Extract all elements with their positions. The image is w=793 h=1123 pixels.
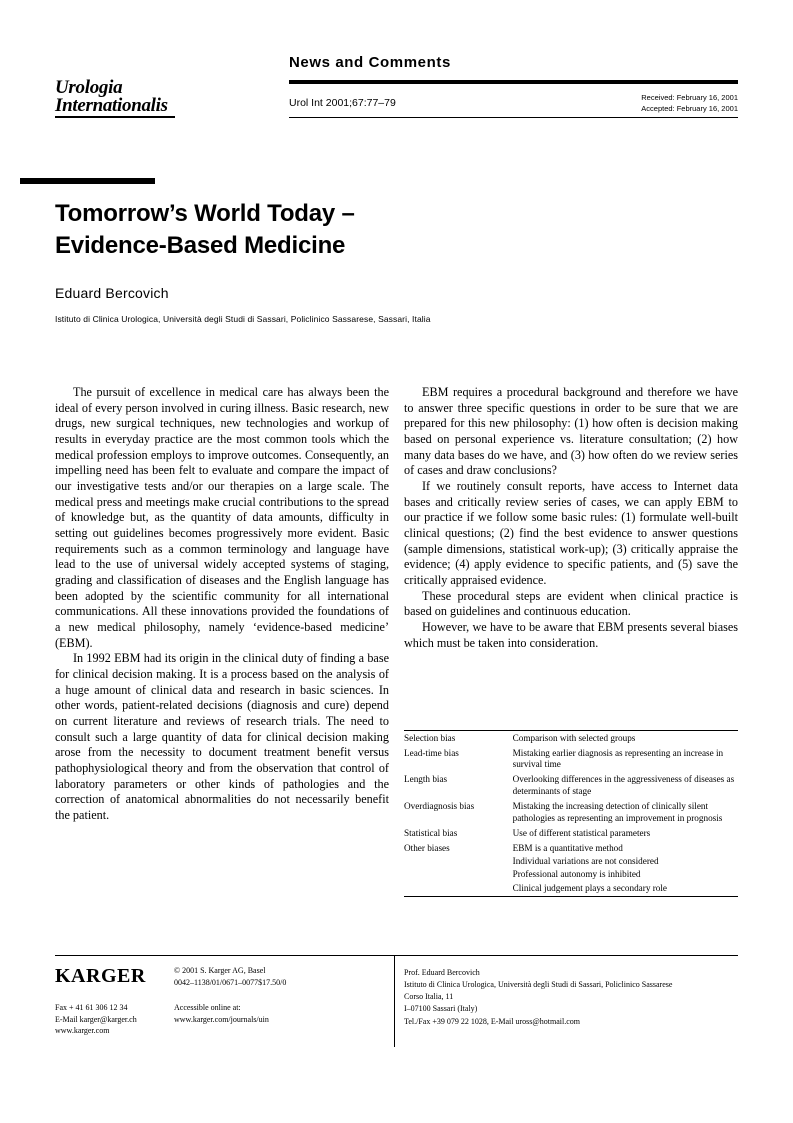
author-name: Eduard Bercovich [55, 285, 169, 301]
submission-dates [641, 92, 738, 115]
issn-line: 0042–1138/01/0671–0077$17.50/0 [174, 977, 287, 987]
bias-term: Other biases [404, 842, 450, 853]
bias-term: Overdiagnosis bias [404, 800, 475, 811]
online-access-block [174, 1002, 269, 1025]
table-row [404, 731, 738, 746]
bias-term: Lead-time bias [404, 747, 459, 758]
correspondence-city: I–07100 Sassari (Italy) [404, 1004, 478, 1014]
body-column-right [404, 385, 738, 651]
footer-divider [394, 955, 395, 1047]
table-row [404, 826, 738, 841]
correspondence-contact[interactable]: Tel./Fax +39 079 22 1028, E-Mail uross@hotmail.com [404, 1016, 580, 1026]
paragraph: However, we have to be aware that EBM presents several biases which must be taken into consideration. [404, 620, 738, 650]
journal-citation: Urol Int 2001;67:77–79 [289, 97, 396, 109]
table-rule-bottom [404, 896, 738, 897]
bias-term-empty [404, 883, 513, 896]
paragraph: If we routinely consult reports, have access to Internet data bases and critically review series of cases, we can apply EBM to our practice if we follow some basic rules: (1) formulate well-built clinical questions; (2) find the best evidence to answer questions (sample dimensions, statistical work-up); (3) critically appraise the evidence; (4) apply evidence to specific patients, and (5) save the critically appraised evidence. [404, 479, 738, 588]
bias-description: Professional autonomy is inhibited [512, 869, 641, 880]
masthead-underline [55, 116, 175, 118]
footer-rule [55, 955, 738, 956]
title-accent-rule [20, 178, 155, 184]
bias-description: Overlooking differences in the aggressiveness of diseases as determinants of stage [512, 774, 735, 797]
paragraph: The pursuit of excellence in medical care has always been the ideal of every person involved in curing illness. Basic research, new drugs, new surgical techniques, new technologies and workup of results in everyday practice are the most common tools which the medical profession employs to improve outcomes. Consequently, an impelling need has been felt to evaluate and compare the impact of our investigative tests and/or our therapies on a large scale. The medical press and meetings make crucial contributions to the spread of knowledge but, as the quantity of data amounts, difficulty in setting out guidelines becomes progressively more evident. Basic requirements such as a common terminology and language have lead to the use of universal widely accepted systems of staging, grading and classification of diseases and the English language has been adopted by the scientific community for all international communications. All these innovations provided the foundations of a new medical philosophy, namely ‘evidence-based medicine’ (EBM). [55, 385, 389, 650]
author-affiliation: Istituto di Clinica Urologica, Università degli Studi di Sassari, Policlinico Sassarese, Sassari, Italia [55, 314, 431, 324]
table-row [404, 883, 738, 896]
paragraph: In 1992 EBM had its origin in the clinical duty of finding a base for clinical decision making. It is a process based on the analysis of a huge amount of clinical data and research in basic sciences. In other words, patient-related decisions (diagnosis and cure) depend on current literature and reviews of research trials. The need to consult such a large quantity of data for clinical decision making arose from the necessity to document treatment benefit versus pathophysiological theory and from the observation that control of laboratory parameters or other kinds of pathologies and the correction of anatomical abnormalities do not necessarily benefit the patient. [55, 651, 389, 823]
title-line-2: Evidence-Based Medicine [55, 231, 346, 259]
table-row [404, 773, 738, 800]
bias-description: Mistaking earlier diagnosis as representing an increase in survival time [512, 747, 724, 770]
table-row [404, 746, 738, 773]
body-column-left [55, 385, 389, 824]
table-row [404, 841, 738, 856]
bias-term: Statistical bias [404, 827, 458, 838]
publisher-logo: KARGER [55, 965, 146, 987]
bias-description: Individual variations are not considered [512, 856, 659, 867]
copyright-line: © 2001 S. Karger AG, Basel [174, 966, 266, 975]
journal-masthead [55, 78, 185, 118]
copyright-block [174, 965, 286, 988]
bias-term-empty [404, 869, 513, 882]
publisher-email[interactable]: E-Mail karger@karger.ch [55, 1014, 137, 1024]
bias-description: Mistaking the increasing detection of clinically silent pathologies as representing an improvement in prognosis [512, 800, 723, 823]
table-row [404, 869, 738, 882]
publisher-contact [55, 1002, 137, 1037]
access-url[interactable]: www.karger.com/journals/uin [174, 1014, 269, 1024]
title-line-1: Tomorrow’s World Today – [55, 200, 355, 227]
table-row [404, 799, 738, 826]
correspondence-name: Prof. Eduard Bercovich [404, 968, 480, 977]
page-title [55, 198, 615, 261]
bias-description: Use of different statistical parameters [512, 827, 651, 838]
table-row [404, 856, 738, 869]
bias-description: Comparison with selected groups [512, 732, 636, 743]
masthead-line-1: Urologia [55, 77, 123, 98]
biases-table [404, 730, 738, 897]
correspondence-institute: Istituto di Clinica Urologica, Università degli Studi di Sassari, Policlinico Sassarese [404, 980, 673, 990]
publisher-fax: Fax + 41 61 306 12 34 [55, 1003, 128, 1012]
section-label: News and Comments [289, 54, 451, 71]
publisher-website[interactable]: www.karger.com [55, 1026, 110, 1036]
paragraph: EBM requires a procedural background and therefore we have to answer three specific questions in order to be sure that we are prepared for this new philosophy: (1) how often is decision making based on personal experience vs. literature consultation; (2) how many data bases do we have, and (3) how often do we review series of cases and draw conclusions? [404, 385, 738, 478]
bias-description: Clinical judgement plays a secondary role [512, 882, 667, 893]
accepted-date: Accepted: February 16, 2001 [641, 104, 738, 114]
bias-term: Selection bias [404, 732, 456, 743]
masthead-line-2: Internationalis [55, 95, 168, 116]
correspondence-block [404, 967, 744, 1028]
header-rule-bottom [289, 117, 738, 118]
correspondence-street: Corso Italia, 11 [404, 992, 454, 1002]
bias-description: EBM is a quantitative method [512, 842, 623, 853]
bias-term-empty [404, 856, 513, 869]
received-date: Received: February 16, 2001 [641, 93, 738, 102]
access-label: Accessible online at: [174, 1003, 241, 1012]
bias-term: Length bias [404, 774, 448, 785]
paragraph: These procedural steps are evident when clinical practice is based on guidelines and continuous education. [404, 588, 738, 619]
header-rule-top [289, 80, 738, 84]
